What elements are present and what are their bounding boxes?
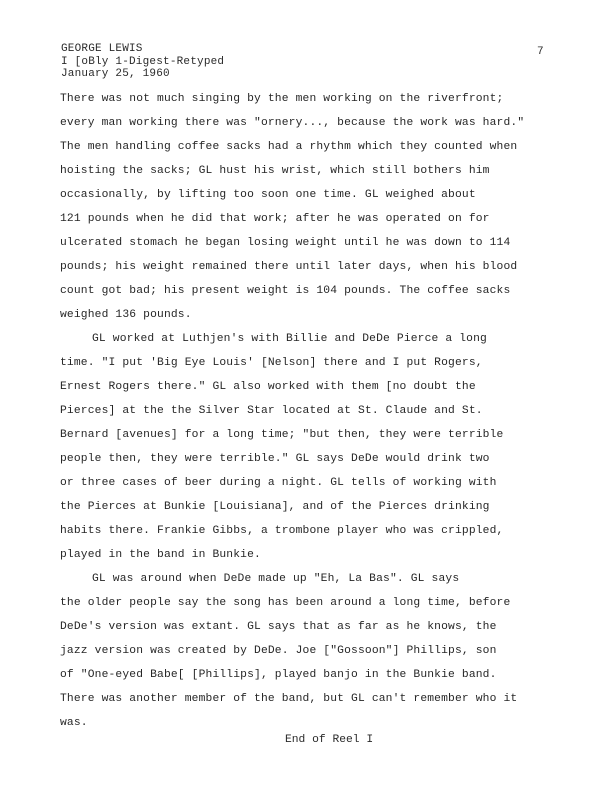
text-line: pounds; his weight remained there until later days, when his blood	[60, 261, 518, 273]
text-line: jazz version was created by DeDe. Joe ["Gossoon"] Phillips, son	[60, 645, 497, 657]
text-line: Bernard [avenues] for a long time; "but then, they were terrible	[60, 429, 504, 441]
text-line: every man working there was "ornery..., because the work was hard."	[60, 117, 525, 129]
text-line: GL was around when DeDe made up "Eh, La Bas". GL says	[92, 573, 460, 585]
text-line: occasionally, by lifting too soon one time. GL weighed about	[60, 189, 476, 201]
text-line: played in the band in Bunkie.	[60, 549, 261, 561]
text-line: was.	[60, 717, 88, 729]
text-line: GL worked at Luthjen's with Billie and DeDe Pierce a long	[92, 333, 487, 345]
text-line: the Pierces at Bunkie [Louisiana], and of the Pierces drinking	[60, 501, 490, 513]
text-line: DeDe's version was extant. GL says that as far as he knows, the	[60, 621, 497, 633]
text-line: There was another member of the band, but GL can't remember who it	[60, 693, 518, 705]
page-number: 7	[537, 46, 544, 58]
text-line: of "One-eyed Babe[ [Phillips], played banjo in the Bunkie band.	[60, 669, 497, 681]
header-name: GEORGE LEWIS	[61, 43, 143, 55]
text-line: The men handling coffee sacks had a rhythm which they counted when	[60, 141, 518, 153]
end-of-reel-note: End of Reel I	[285, 734, 374, 746]
document-header	[61, 43, 224, 81]
text-line: people then, they were terrible." GL says DeDe would drink two	[60, 453, 490, 465]
text-line: ulcerated stomach he began losing weight until he was down to 114	[60, 237, 511, 249]
header-date: January 25, 1960	[61, 68, 170, 80]
text-line: There was not much singing by the men working on the riverfront;	[60, 93, 504, 105]
text-line: count got bad; his present weight is 104 pounds. The coffee sacks	[60, 285, 511, 297]
text-line: Pierces] at the the Silver Star located at St. Claude and St.	[60, 405, 483, 417]
text-line: hoisting the sacks; GL hust his wrist, which still bothers him	[60, 165, 490, 177]
text-line: weighed 136 pounds.	[60, 309, 192, 321]
text-line: habits there. Frankie Gibbs, a trombone player who was crippled,	[60, 525, 504, 537]
header-reel: I [oBly 1-Digest-Retyped	[61, 55, 225, 68]
text-line: Ernest Rogers there." GL also worked with them [no doubt the	[60, 381, 476, 393]
text-line: the older people say the song has been around a long time, before	[60, 597, 511, 609]
text-line: time. "I put 'Big Eye Louis' [Nelson] there and I put Rogers,	[60, 357, 483, 369]
text-line: or three cases of beer during a night. GL tells of working with	[60, 477, 497, 489]
text-line: 121 pounds when he did that work; after he was operated on for	[60, 213, 490, 225]
